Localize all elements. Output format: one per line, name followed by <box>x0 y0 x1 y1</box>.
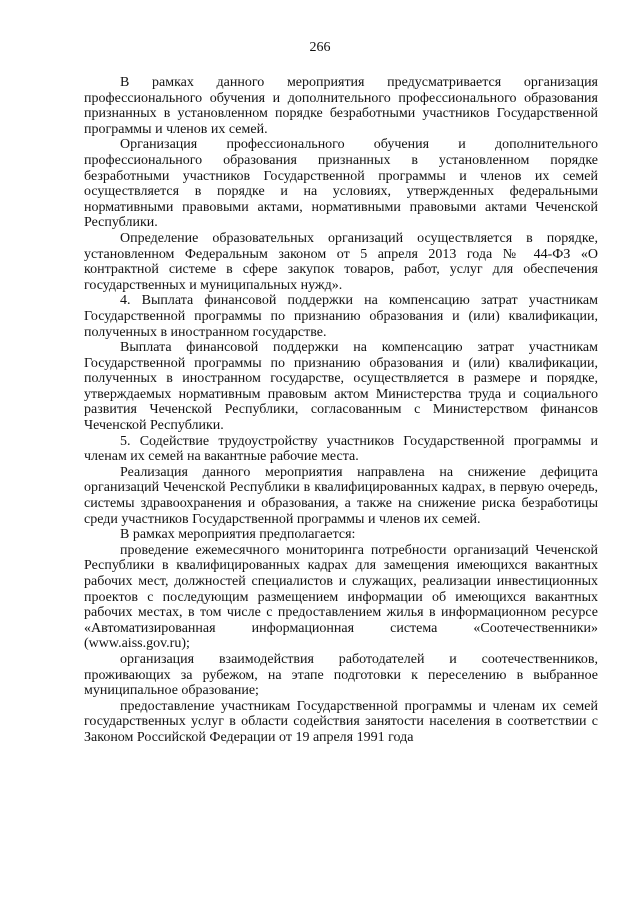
paragraph-financial-support: Выплата финансовой поддержки на компенсацию затрат участникам Государственной программы по признанию образования и (или) квалификации, полученных в иностранном государстве, осуществляется в размере и порядке, утверждаемых нормативным правовым актом Министерства труда и социального развития Чеченской Республики, согласованным с Министерством финансов Чеченской Республики. <box>84 340 598 434</box>
paragraph-monitoring: проведение ежемесячного мониторинга потребности организаций Чеченской Республики в квалифицированных кадрах для замещения имеющихся вакантных рабочих мест, должностей специалистов и служащих, реализации инвестиционных проектов с последующим размещением информации об имеющихся вакантных рабочих местах, в том числе с предоставлением жилья в информационном ресурсе «Автоматизированная информационная система «Соотечественники» (www.aiss.gov.ru); <box>84 542 598 652</box>
paragraph-training-organization: Организация профессионального обучения и дополнительного профессионального образования признанных в установленном порядке безработными участников Государственной программы и членов их семей осуществляется в порядке и на условиях, утвержденных федеральными нормативными правовыми актами, нормативными правовыми актами Чеченской Республики. <box>84 137 598 231</box>
paragraph-employer-interaction: организация взаимодействия работодателей и соотечественников, проживающих за рубежом, на этапе подготовки к переселению в выбранное муниципальное образование; <box>84 651 598 699</box>
document-body <box>84 75 598 746</box>
paragraph-implementation-goal: Реализация данного мероприятия направлена на снижение дефицита организаций Чеченской Республики в квалифицированных кадрах, в первую очередь, системы здравоохранения и образования, а также на снижение риска безработицы среди участников Государственной программы и членов их семей. <box>84 464 598 527</box>
paragraph-educational-organizations: Определение образовательных организаций осуществляется в порядке, установленном Федеральным законом от 5 апреля 2013 года № 44-ФЗ «О контрактной системе в сфере закупок товаров, работ, услуг для обеспечения государственных и муниципальных нужд». <box>84 230 598 293</box>
paragraph-state-services: предоставление участникам Государственной программы и членам их семей государственных услуг в области содействия занятости населения в соответствии с Законом Российской Федерации от 19 апреля 1991 года <box>84 698 598 745</box>
paragraph-measures-intro: В рамках мероприятия предполагается: <box>120 527 356 543</box>
paragraph-program-training-intro: В рамках данного мероприятия предусматривается организация профессионального обучения и дополнительного профессионального образования признанных в установленном порядке безработными участников Государственной программы и членов их семей. <box>84 75 598 137</box>
paragraph-section-5-heading: 5. Содействие трудоустройству участников Государственной программы и членам их семей на вакантные рабочие места. <box>84 433 598 465</box>
paragraph-section-4-heading: 4. Выплата финансовой поддержки на компенсацию затрат участникам Государственной программы по признанию образования и (или) квалификации, полученных в иностранном государстве. <box>84 293 598 340</box>
page-number: 266 <box>309 40 331 55</box>
